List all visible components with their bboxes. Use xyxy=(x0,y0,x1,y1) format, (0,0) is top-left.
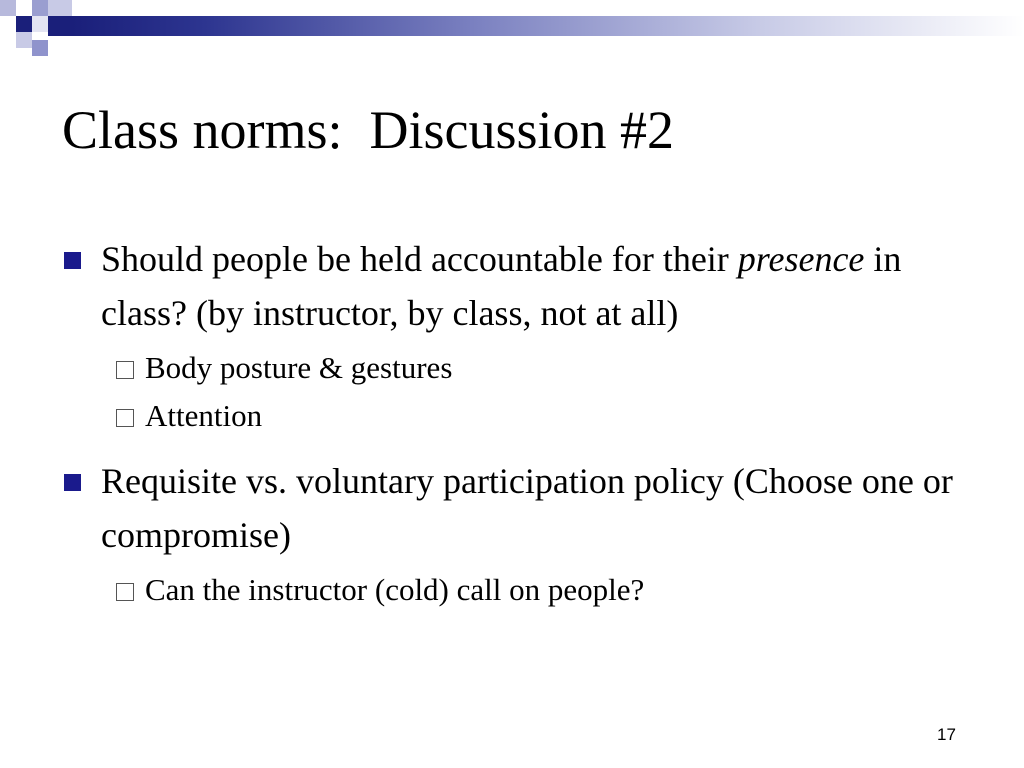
bullet-text xyxy=(101,461,953,555)
bullet-text-part: in class? (by instructor, by class, not at all) xyxy=(101,239,902,333)
deco-square xyxy=(48,0,72,16)
bullet-text-part: Requisite vs. voluntary participation policy (Choose one or compromise) xyxy=(101,461,953,555)
deco-square xyxy=(0,0,16,16)
deco-square xyxy=(32,0,48,16)
bullet-item xyxy=(62,454,962,562)
deco-square xyxy=(32,40,48,56)
header-decoration xyxy=(0,0,1024,56)
filled-square-bullet-icon xyxy=(64,252,81,269)
header-gradient-bar xyxy=(72,16,1024,36)
sub-bullet-item xyxy=(62,396,962,436)
hollow-square-bullet-icon xyxy=(116,409,134,427)
filled-square-bullet-icon xyxy=(64,474,81,491)
bullet-text-part: Should people be held accountable for their xyxy=(101,239,738,279)
deco-square xyxy=(16,0,32,16)
slide-title: Class norms: Discussion #2 xyxy=(62,100,675,160)
deco-square xyxy=(48,16,72,36)
sub-bullet-item xyxy=(62,570,962,610)
deco-square xyxy=(16,32,32,48)
deco-square xyxy=(0,32,16,48)
hollow-square-bullet-icon xyxy=(116,583,134,601)
bullet-item xyxy=(62,232,962,340)
deco-square xyxy=(32,16,48,32)
page-number: 17 xyxy=(937,725,956,744)
sub-bullet-text: Body posture & gestures xyxy=(145,350,453,385)
slide-content xyxy=(62,232,962,618)
sub-bullet-item xyxy=(62,348,962,388)
bullet-text xyxy=(101,239,901,333)
deco-square xyxy=(16,16,32,32)
sub-bullet-text: Attention xyxy=(145,398,263,433)
hollow-square-bullet-icon xyxy=(116,361,134,379)
bullet-emphasis: presence xyxy=(737,239,865,279)
sub-bullet-text: Can the instructor (cold) call on people? xyxy=(145,572,645,607)
